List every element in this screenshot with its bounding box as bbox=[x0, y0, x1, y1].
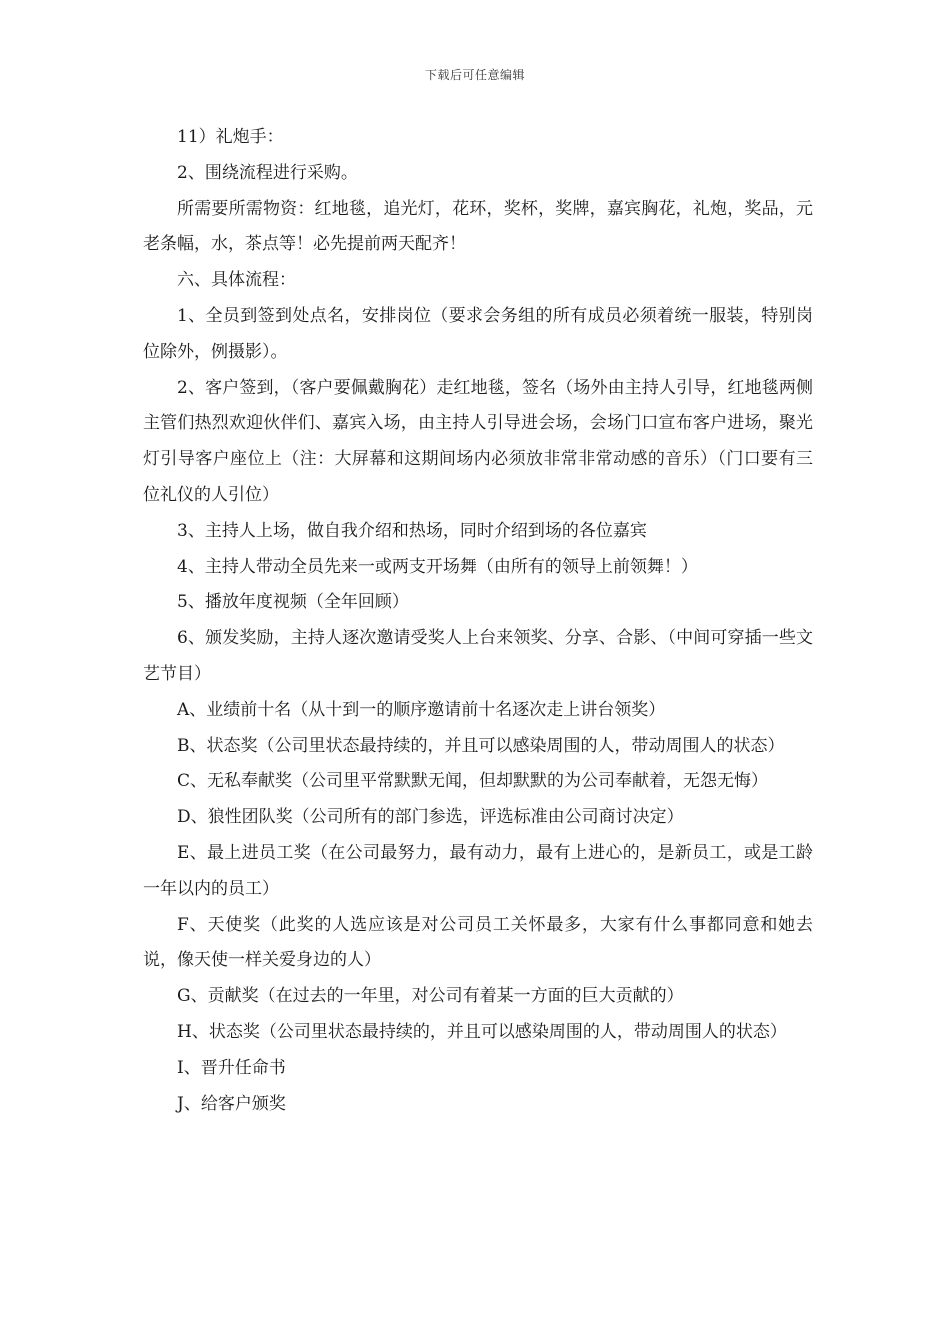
paragraph-step-6: 6、颁发奖励，主持人逐次邀请受奖人上台来领奖、分享、合影、（中间可穿插一些文艺节目） bbox=[143, 628, 813, 684]
page-header: 下载后可任意编辑 bbox=[424, 68, 525, 82]
paragraph-materials: 所需要所需物资：红地毯，追光灯，花环，奖杯，奖牌，嘉宾胸花，礼炮，奖品，元老条幅，水，茶点等！必先提前两天配齐！ bbox=[143, 198, 813, 255]
document-body bbox=[143, 120, 813, 1122]
award-item-b: B、状态奖（公司里状态最持续的，并且可以感染周围的人，带动周围人的状态） bbox=[177, 735, 785, 756]
paragraph-step-5: 5、播放年度视频（全年回顾） bbox=[177, 592, 409, 613]
paragraph-step-2: 2、客户签到，（客户要佩戴胸花）走红地毯，签名（场外由主持人引导，红地毯两侧主管们热烈欢迎伙伴们、嘉宾入场，由主持人引导进会场，会场门口宣布客户进场，聚光灯引导客户座位上（注：大屏幕和这期间场内必须放非常非常动感的音乐）（门口要有三位礼仪的人引位） bbox=[143, 377, 813, 505]
section-heading-process: 六、具体流程： bbox=[177, 270, 296, 291]
award-item-j: J、给客户颁奖 bbox=[177, 1093, 286, 1114]
award-item-c: C、无私奉献奖（公司里平常默默无闻，但却默默的为公司奉献着，无怨无悔） bbox=[177, 771, 769, 792]
award-item-d: D、狼性团队奖（公司所有的部门参选，评选标准由公司商讨决定） bbox=[177, 807, 684, 828]
award-item-a: A、业绩前十名（从十到一的顺序邀请前十名逐次走上讲台领奖） bbox=[177, 699, 666, 720]
paragraph-procurement: 2、围绕流程进行采购。 bbox=[177, 162, 358, 183]
paragraph-step-1: 1、全员到签到处点名，安排岗位（要求会务组的所有成员必须着统一服装，特别岗位除外，例摄影）。 bbox=[143, 305, 813, 362]
award-item-f: F、天使奖（此奖的人选应该是对公司员工关怀最多，大家有什么事都同意和她去说，像天使一样关爱身边的人） bbox=[143, 914, 813, 971]
award-item-e: E、最上进员工奖（在公司最努力，最有动力，最有上进心的，是新员工，或是工龄一年以内的员工） bbox=[143, 842, 813, 899]
paragraph-salute-gunner: 11）礼炮手： bbox=[177, 127, 284, 147]
paragraph-step-4: 4、主持人带动全员先来一或两支开场舞（由所有的领导上前领舞！） bbox=[177, 556, 698, 577]
paragraph-step-3: 3、主持人上场，做自我介绍和热场，同时介绍到场的各位嘉宾 bbox=[177, 520, 647, 541]
award-item-g: G、贡献奖（在过去的一年里，对公司有着某一方面的巨大贡献的） bbox=[177, 986, 684, 1007]
award-item-i: I、晋升任命书 bbox=[177, 1057, 286, 1078]
award-item-h: H、状态奖（公司里状态最持续的，并且可以感染周围的人，带动周围人的状态） bbox=[177, 1021, 787, 1042]
